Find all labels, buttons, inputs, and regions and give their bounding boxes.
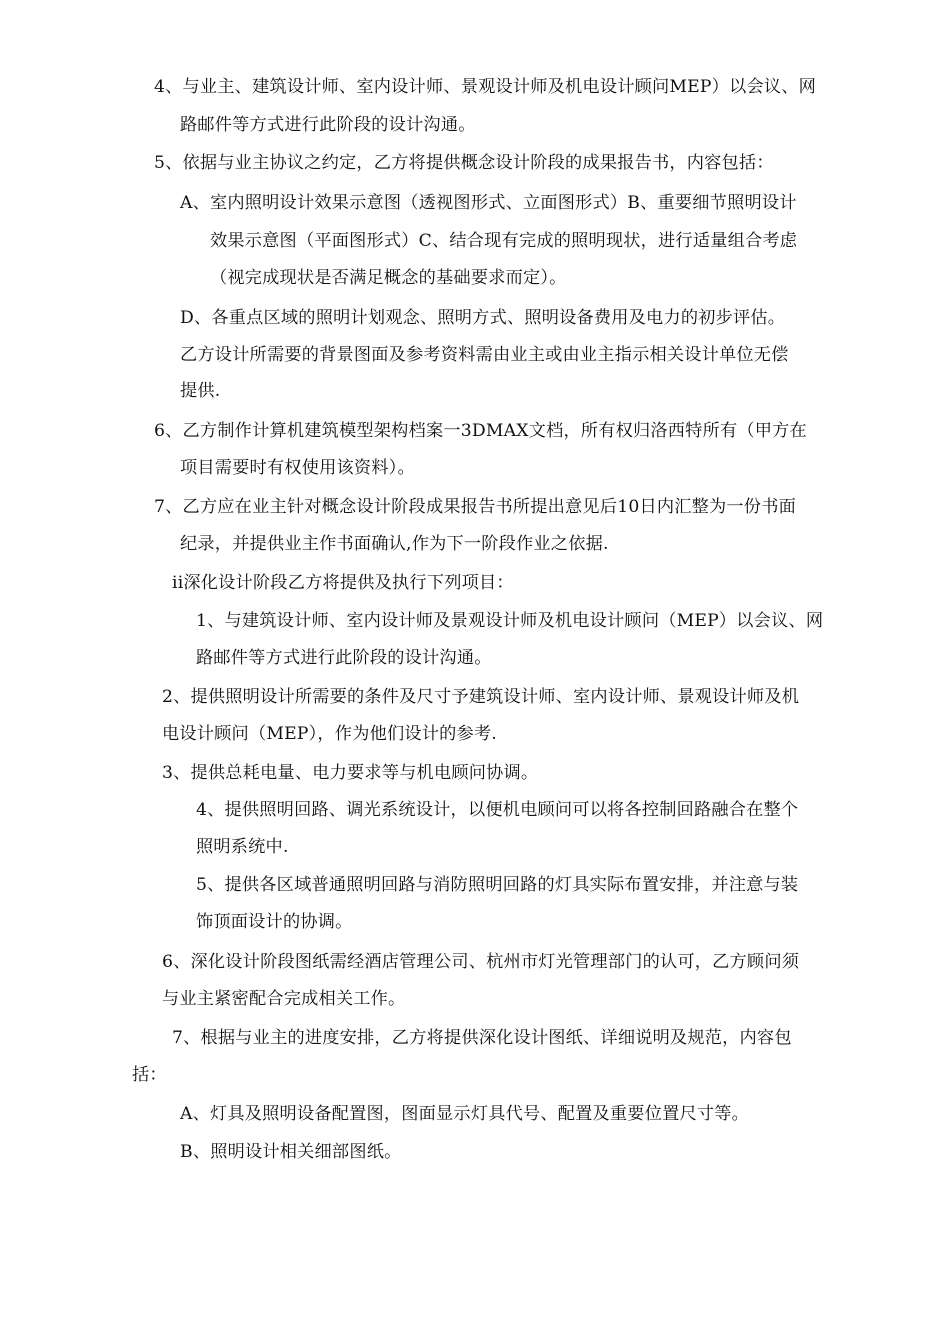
text-line: 3、提供总耗电量、电力要求等与机电顾问协调。 [162,763,539,783]
text-line: 5、提供各区域普通照明回路与消防照明回路的灯具实际布置安排，并注意与装 [196,875,799,895]
text-line: 4、与业主、建筑设计师、室内设计师、景观设计师及机电设计顾问MEP）以会议、网 [154,77,817,97]
text-line: 与业主紧密配合完成相关工作。 [162,989,406,1009]
text-line: 纪录，并提供业主作书面确认,作为下一阶段作业之依据. [180,534,609,554]
text-line: 4、提供照明回路、调光系统设计，以便机电顾问可以将各控制回路融合在整个 [196,800,799,820]
text-line: 1、与建筑设计师、室内设计师及景观设计师及机电设计顾问（MEP）以会议、网 [196,611,824,631]
text-line: 照明系统中. [196,837,289,857]
text-line: A、室内照明设计效果示意图（透视图形式、立面图形式）B、重要细节照明设计 [180,193,797,213]
text-line: A、灯具及照明设备配置图，图面显示灯具代号、配置及重要位置尺寸等。 [180,1104,750,1124]
text-line: 6、乙方制作计算机建筑模型架构档案一3DMAX文档，所有权归洛西特所有（甲方在 [154,421,807,441]
text-line: 2、提供照明设计所需要的条件及尺寸予建筑设计师、室内设计师、景观设计师及机 [162,687,800,707]
text-line: D、各重点区域的照明计划观念、照明方式、照明设备费用及电力的初步评估。 [180,308,786,328]
text-line: 6、深化设计阶段图纸需经酒店管理公司、杭州市灯光管理部门的认可，乙方顾问须 [162,952,800,972]
text-line: 7、根据与业主的进度安排，乙方将提供深化设计图纸、详细说明及规范，内容包 [172,1028,792,1048]
text-line: 饰顶面设计的协调。 [196,912,353,932]
text-line: 路邮件等方式进行此阶段的设计沟通。 [196,648,492,668]
text-line: B、照明设计相关细部图纸。 [180,1142,402,1162]
text-line: 电设计顾问（MEP），作为他们设计的参考. [162,724,497,744]
text-line: 括： [132,1065,167,1085]
text-line: 效果示意图（平面图形式）C、结合现有完成的照明现状，进行适量组合考虑 [210,231,798,251]
text-line: 项目需要时有权使用该资料）。 [180,458,415,478]
text-line: （视完成现状是否满足概念的基础要求而定）。 [210,268,567,288]
text-line: 5、依据与业主协议之约定，乙方将提供概念设计阶段的成果报告书，内容包括： [154,153,774,173]
section-heading: ii深化设计阶段乙方将提供及执行下列项目： [172,573,514,593]
text-line: 路邮件等方式进行此阶段的设计沟通。 [180,115,476,135]
text-line: 乙方设计所需要的背景图面及参考资料需由业主或由业主指示相关设计单位无偿 [180,345,789,365]
text-line: 提供. [180,381,221,401]
text-line: 7、乙方应在业主针对概念设计阶段成果报告书所提出意见后10日内汇整为一份书面 [154,497,796,517]
